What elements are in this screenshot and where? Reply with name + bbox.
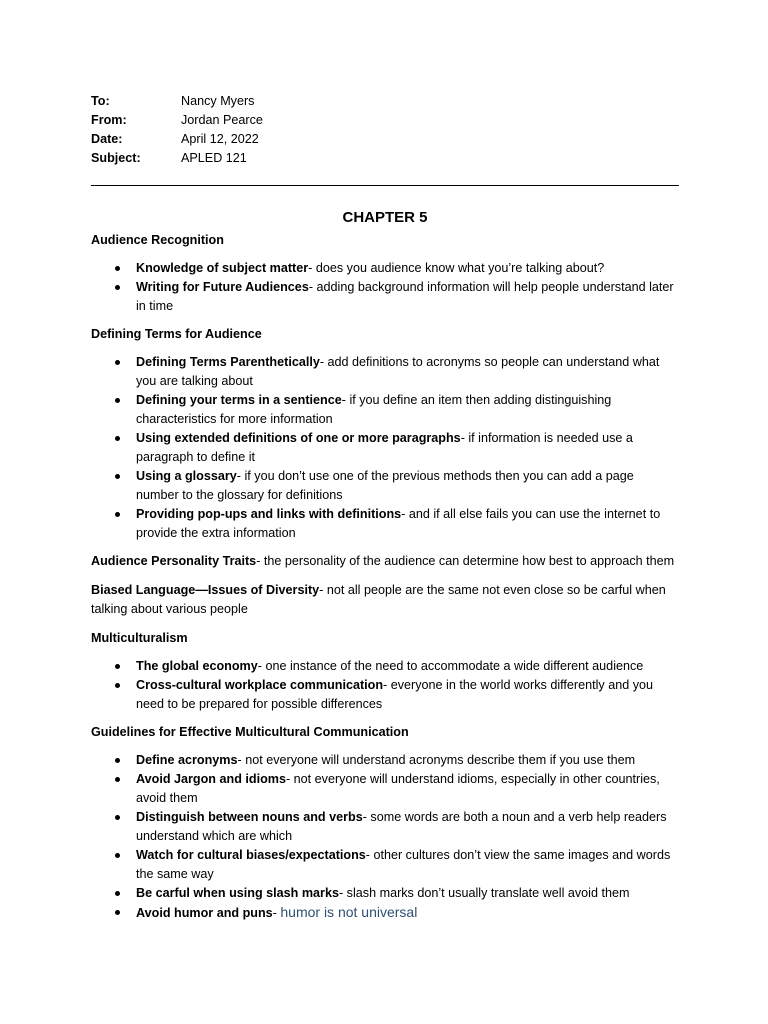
list-item-desc: - adding background information will help people understand later in time xyxy=(136,280,674,313)
list-item-term: Cross-cultural workplace communication xyxy=(136,678,384,692)
list-item xyxy=(91,467,679,505)
list-item xyxy=(91,278,679,316)
list-item-desc: - slash marks don’t usually translate well avoid them xyxy=(338,886,630,900)
list-item xyxy=(91,259,679,278)
list-item-term: Using a glossary xyxy=(136,469,237,483)
list-item-desc: - everyone in the world works differently and you need to be prepared for possible differences xyxy=(136,678,654,711)
list-item-desc: - not everyone will understand idioms, especially in other countries, avoid them xyxy=(136,772,660,805)
list-item xyxy=(91,770,679,808)
list-item-desc: - does you audience know what you’re talking about? xyxy=(308,261,605,275)
memo-document xyxy=(91,92,679,923)
memo-row-subject xyxy=(91,149,679,168)
from-label: From: xyxy=(91,113,127,127)
paragraph-desc: - not all people are the same not even close so be carful when talking about various people xyxy=(91,583,666,616)
paragraph-term: Biased Language—Issues of Diversity xyxy=(91,583,320,597)
list-item-term: Distinguish between nouns and verbs xyxy=(136,810,363,824)
memo-row-from xyxy=(91,111,679,130)
section-heading-defining-terms: Defining Terms for Audience xyxy=(91,327,262,341)
defining-terms-list xyxy=(91,353,679,543)
list-item xyxy=(91,429,679,467)
list-item xyxy=(91,846,679,884)
chapter-title: CHAPTER 5 xyxy=(342,209,428,226)
to-value: Nancy Myers xyxy=(181,94,255,108)
list-item-desc: - other cultures don’t view the same images and words the same way xyxy=(136,848,671,881)
list-item-desc: - one instance of the need to accommodate a wide different audience xyxy=(257,659,644,673)
from-value: Jordan Pearce xyxy=(181,113,263,127)
list-item xyxy=(91,657,679,676)
paragraph-term: Audience Personality Traits xyxy=(91,554,257,568)
list-item-desc: - if information is needed use a paragraph to define it xyxy=(136,431,633,464)
paragraph-desc: - the personality of the audience can determine how best to approach them xyxy=(256,554,675,568)
list-item xyxy=(91,676,679,714)
list-item xyxy=(91,391,679,429)
list-item-accent-text: humor is not universal xyxy=(280,904,418,920)
biased-language-paragraph xyxy=(91,581,679,619)
subject-value: APLED 121 xyxy=(181,151,247,165)
list-item xyxy=(91,751,679,770)
list-item-term: The global economy xyxy=(136,659,258,673)
list-item-term: Writing for Future Audiences xyxy=(136,280,309,294)
list-item-desc: - if you don’t use one of the previous methods then you can add a page number to the glossary for definitions xyxy=(136,469,634,502)
list-item-term: Using extended definitions of one or more paragraphs xyxy=(136,431,461,445)
list-item xyxy=(91,808,679,846)
list-item-desc: - if you define an item then adding distinguishing characteristics for more information xyxy=(136,393,612,426)
memo-header xyxy=(91,92,679,168)
personality-traits-paragraph xyxy=(91,552,679,571)
list-item-term: Providing pop-ups and links with definitions xyxy=(136,507,402,521)
section-heading-guidelines: Guidelines for Effective Multicultural Communication xyxy=(91,725,409,739)
list-item-term: Knowledge of subject matter xyxy=(136,261,309,275)
list-item xyxy=(91,884,679,903)
list-item-term: Avoid humor and puns xyxy=(136,906,273,920)
memo-row-date xyxy=(91,130,679,149)
list-item-desc: - and if all else fails you can use the internet to provide the extra information xyxy=(136,507,661,540)
list-item-term: Avoid Jargon and idioms xyxy=(136,772,286,786)
audience-recognition-list xyxy=(91,259,679,316)
date-label: Date: xyxy=(91,132,123,146)
header-divider xyxy=(91,185,679,186)
list-item xyxy=(91,903,679,923)
list-item xyxy=(91,505,679,543)
list-item-desc: - not everyone will understand acronyms describe them if you use them xyxy=(237,753,636,767)
section-heading-audience-recognition: Audience Recognition xyxy=(91,233,224,247)
list-item-term: Define acronyms xyxy=(136,753,238,767)
guidelines-list xyxy=(91,751,679,923)
list-item xyxy=(91,353,679,391)
list-item-term: Defining Terms Parenthetically xyxy=(136,355,320,369)
list-item-term: Be carful when using slash marks xyxy=(136,886,339,900)
list-item-desc: - some words are both a noun and a verb help readers understand which are which xyxy=(136,810,667,843)
multiculturalism-list xyxy=(91,657,679,714)
list-item-term: Watch for cultural biases/expectations xyxy=(136,848,366,862)
date-value: April 12, 2022 xyxy=(181,132,259,146)
memo-row-to xyxy=(91,92,679,111)
subject-label: Subject: xyxy=(91,151,141,165)
list-item-term: Defining your terms in a sentience xyxy=(136,393,342,407)
list-item-dash: - xyxy=(272,906,281,920)
to-label: To: xyxy=(91,94,110,108)
list-item-desc: - add definitions to acronyms so people can understand what you are talking about xyxy=(136,355,660,388)
section-heading-multiculturalism: Multiculturalism xyxy=(91,631,188,645)
